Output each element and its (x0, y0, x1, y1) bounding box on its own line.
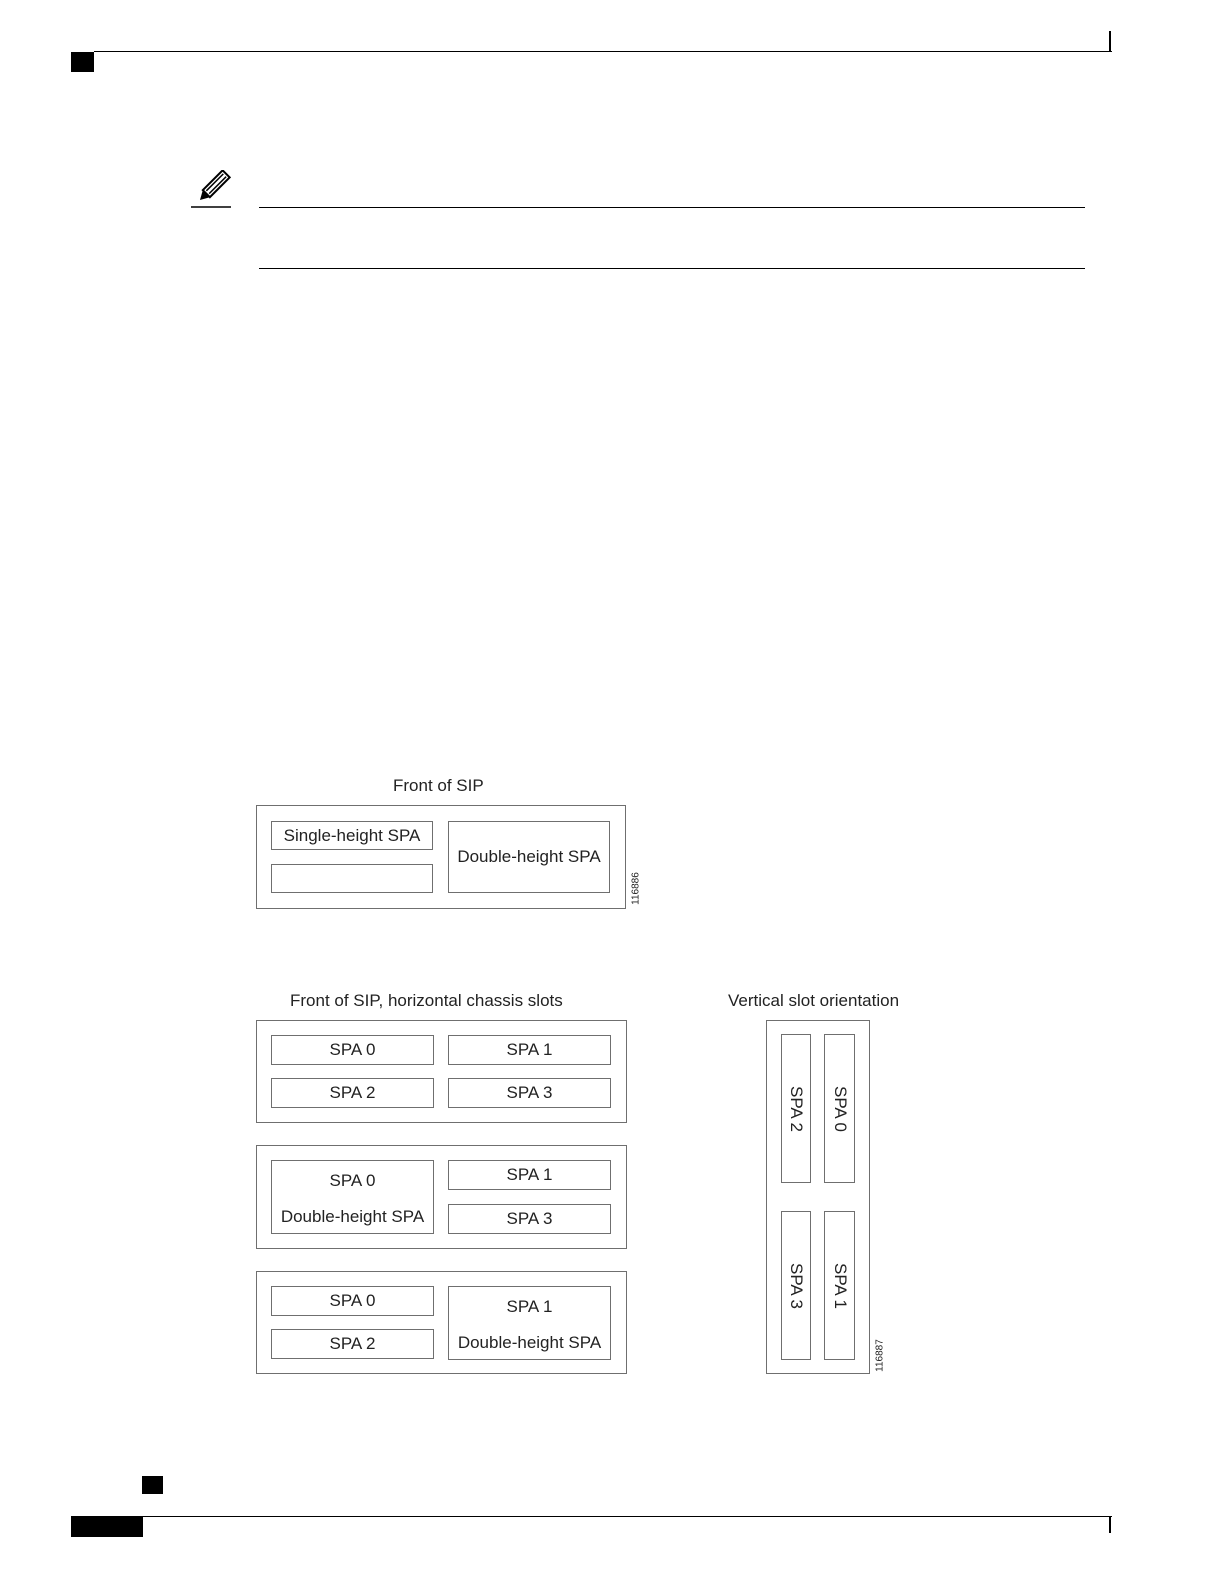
footer-bar (71, 1517, 143, 1537)
panel3-spa2: SPA 2 (271, 1329, 434, 1359)
figure1-single-height-slot: Single-height SPA (271, 821, 433, 850)
vertical-spa1 (824, 1211, 855, 1360)
figure2-id: 116887 (874, 1339, 886, 1372)
panel2-spa1: SPA 1 (448, 1160, 611, 1190)
vertical-spa2-label: SPA 2 (787, 1085, 806, 1132)
footer-rule (71, 1516, 1112, 1517)
figure2-vertical-title: Vertical slot orientation (728, 991, 900, 1010)
panel3-spa0: SPA 0 (271, 1286, 434, 1316)
header-marker (71, 52, 94, 72)
note-bottom-rule (259, 268, 1085, 269)
panel1-spa3: SPA 3 (448, 1078, 611, 1108)
panel2-double-label: Double-height SPA (280, 1207, 425, 1226)
vertical-spa0 (824, 1034, 855, 1183)
panel1-spa1: SPA 1 (448, 1035, 611, 1065)
vertical-spa3 (781, 1211, 811, 1360)
panel3-spa1-label: SPA 1 (506, 1297, 553, 1316)
panel3-spa1-double (448, 1286, 611, 1360)
panel2-spa0-label: SPA 0 (329, 1171, 376, 1190)
note-pencil-icon (191, 170, 233, 210)
figure2-horizontal-title: Front of SIP, horizontal chassis slots (290, 991, 563, 1010)
panel1-spa2: SPA 2 (271, 1078, 434, 1108)
vertical-spa1-label: SPA 1 (830, 1262, 850, 1309)
header-tick (1109, 31, 1111, 52)
figure1-double-height-slot: Double-height SPA (448, 821, 610, 893)
header-rule (94, 51, 1112, 52)
vertical-spa2 (781, 1034, 811, 1183)
footer-tick (1109, 1517, 1111, 1533)
panel2-spa3: SPA 3 (448, 1204, 611, 1234)
panel1-spa0: SPA 0 (271, 1035, 434, 1065)
note-top-rule (259, 207, 1085, 208)
figure1-id: 116886 (630, 872, 642, 905)
figure1-empty-slot (271, 864, 433, 893)
panel3-double-label: Double-height SPA (457, 1333, 602, 1352)
panel2-spa0-double (271, 1160, 434, 1234)
vertical-spa0-label: SPA 0 (830, 1085, 850, 1132)
vertical-spa3-label: SPA 3 (787, 1262, 806, 1309)
figure1-title: Front of SIP (393, 776, 484, 795)
footer-marker (142, 1476, 163, 1494)
